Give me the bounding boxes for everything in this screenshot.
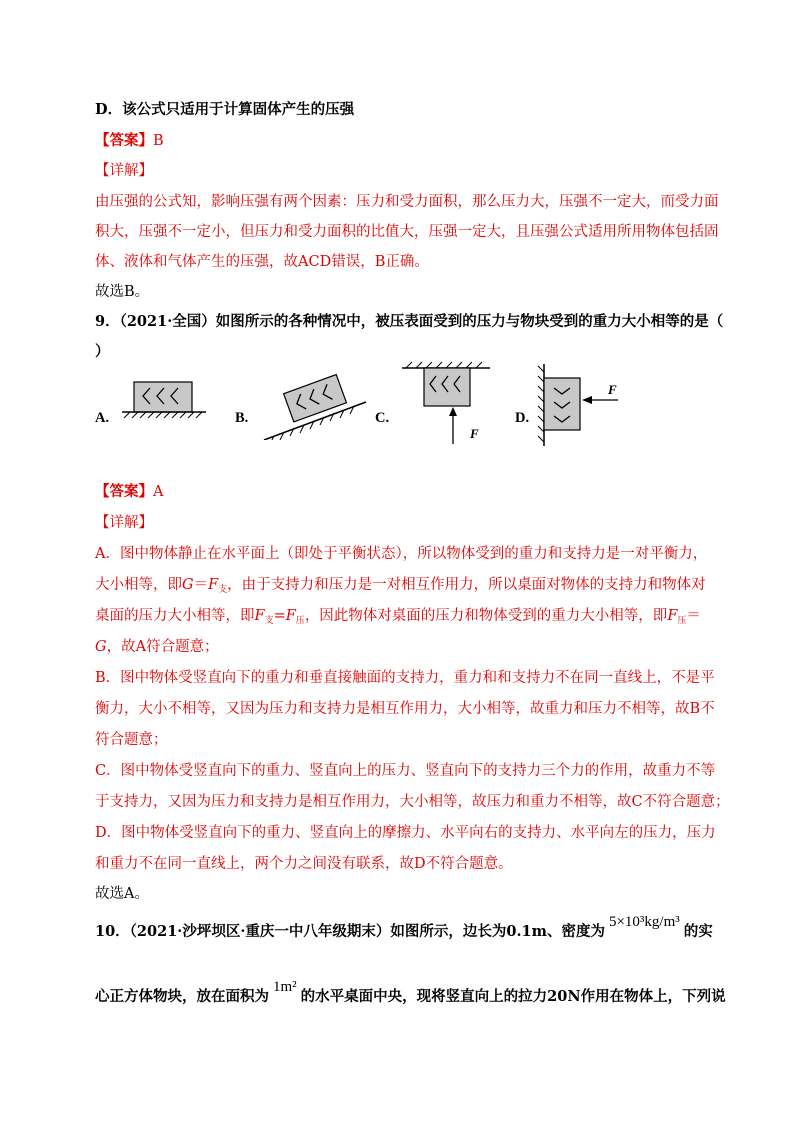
conclusion: 故选B。: [95, 284, 150, 300]
answer-line-q9: [95, 482, 163, 502]
question-10-stem: 10．（2021·沙坪坝区·重庆一中八年级期末）如图所示，边长为0.1m、密度为5×10³kg/m³的实: [95, 914, 713, 940]
answer-value: A: [153, 484, 164, 500]
question-9-stem: 9．（2021·全国）如图所示的各种情况中，被压表面受到的压力与物块受到的重力大小相等的是（: [95, 313, 724, 330]
figure-c-block-pushed-to-ceiling: [398, 360, 498, 450]
force-label: F: [470, 426, 479, 441]
explanation-line: 符合题意；: [95, 732, 168, 748]
explanation-line: A．图中物体静止在水平面上（即处于平衡状态），所以物体受到的重力和支持力是一对平衡力，: [95, 546, 708, 562]
detail-tag: 【详解】: [95, 515, 153, 531]
density-formula: 5×10³kg/m³: [608, 914, 680, 930]
explanation-line: 体、液体和气体产生的压强，故ACD错误，B正确。: [95, 254, 429, 270]
explanation-line: D．图中物体受竖直向下的重力、竖直向上的摩擦力、水平向右的支持力、水平向左的压力，压力: [95, 825, 716, 841]
area-formula: 1m²: [273, 979, 297, 995]
question-9-stem-end: ）: [95, 343, 110, 360]
detail-tag: 【详解】: [95, 163, 153, 179]
explanation-line: 大小相等，即$G=F_支$，由于支持力和压力是一对相互作用力，所以桌面对物体的支持力和物体对: [95, 577, 706, 595]
figure-a-block-on-flat: [118, 360, 210, 440]
explanation-line: 桌面的压力大小相等，即$F_支=F_压$，因此物体对桌面的压力和物体受到的重力大小相等，即$F_压=$: [95, 608, 701, 626]
explanation-line: B．图中物体受竖直向下的重力和垂直接触面的支持力，重力和和支持力不在同一直线上，不是平: [95, 670, 715, 686]
answer-line-q8: [95, 131, 164, 151]
question-10-stem-line2: 心正方体物块，放在面积为1m²的水平桌面中央，现将竖直向上的拉力20N作用在物体上，下列说: [95, 979, 726, 1005]
figure-label-d: D.: [515, 410, 530, 426]
answer-tag: 【答案】: [95, 132, 153, 149]
option-d: D．该公式只适用于计算固体产生的压强: [95, 101, 355, 118]
explanation-line: C．图中物体受竖直向下的重力、竖直向上的压力、竖直向下的支持力三个力的作用，故重力不等: [95, 763, 716, 779]
figure-b-block-on-incline: [258, 360, 370, 440]
figure-label-a: A.: [95, 410, 110, 426]
explanation-line: 于支持力，又因为压力和支持力是相互作用力，大小相等，故压力和重力不相等，故C不符合题意；: [95, 794, 730, 810]
answer-value: B: [153, 133, 164, 149]
figure-label-b: B.: [235, 410, 249, 426]
figure-d-block-pressed-to-wall: [536, 360, 636, 450]
answer-tag: 【答案】: [95, 483, 153, 500]
explanation-line: G，故A符合题意；: [95, 639, 219, 655]
explanation-line: 积大，压强不一定小，但压力和受力面积的比值大，压强一定大，且压强公式适用所用物体包括固: [95, 224, 719, 240]
force-label: F: [608, 382, 617, 397]
figure-label-c: C.: [375, 410, 390, 426]
explanation-line: 和重力不在同一直线上，两个力之间没有联系，故D不符合题意。: [95, 856, 513, 872]
explanation-line: 衡力，大小不相等，又因为压力和支持力是相互作用力，大小相等，故重力和压力不相等，故B不: [95, 701, 715, 717]
explanation-line: 由压强的公式知，影响压强有两个因素：压力和受力面积，那么压力大，压强不一定大，而受力面: [95, 194, 719, 210]
conclusion: 故选A。: [95, 886, 149, 902]
